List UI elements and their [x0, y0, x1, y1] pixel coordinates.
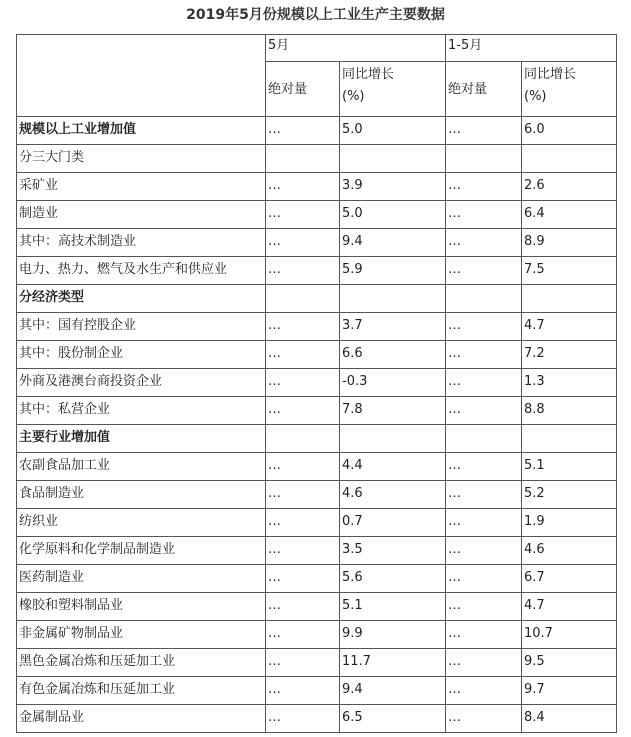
table-row [17, 229, 617, 257]
yoy-growth-ytd-cell: 4.7 [522, 593, 617, 621]
absolute-may-cell: … [266, 705, 340, 733]
absolute-may-cell: … [266, 453, 340, 481]
table-row [17, 397, 617, 425]
row-label-cell: 电力、热力、燃气及水生产和供应业 [17, 257, 266, 285]
yoy-growth-ytd-cell: 6.0 [522, 117, 617, 145]
yoy-growth-ytd-cell: 4.6 [522, 537, 617, 565]
yoy-growth-may-cell: 6.6 [340, 341, 446, 369]
absolute-ytd-cell: … [446, 621, 522, 649]
table-row [17, 425, 617, 453]
header-absolute-may-label: 绝对量 [268, 82, 308, 97]
absolute-may-cell [266, 425, 340, 453]
yoy-growth-ytd-cell: 7.2 [522, 341, 617, 369]
row-label-cell: 橡胶和塑料制品业 [17, 593, 266, 621]
data-table [16, 34, 617, 733]
row-label-cell: 有色金属冶炼和压延加工业 [17, 677, 266, 705]
absolute-ytd-cell: … [446, 257, 522, 285]
row-label-cell: 医药制造业 [17, 565, 266, 593]
absolute-ytd-cell: … [446, 593, 522, 621]
table-row [17, 285, 617, 313]
header-absolute-may [266, 62, 340, 117]
absolute-ytd-cell: … [446, 117, 522, 145]
absolute-may-cell: … [266, 677, 340, 705]
absolute-may-cell [266, 145, 340, 173]
table-row [17, 313, 617, 341]
absolute-may-cell: … [266, 257, 340, 285]
header-corner-cell [17, 35, 266, 117]
absolute-may-cell: … [266, 565, 340, 593]
absolute-ytd-cell: … [446, 173, 522, 201]
header-yoy-may-line1: 同比增长 [342, 67, 395, 82]
absolute-ytd-cell: … [446, 341, 522, 369]
absolute-may-cell: … [266, 397, 340, 425]
yoy-growth-ytd-cell [522, 145, 617, 173]
yoy-growth-may-cell: 3.5 [340, 537, 446, 565]
yoy-growth-may-cell: 9.4 [340, 229, 446, 257]
row-label-cell: 农副食品加工业 [17, 453, 266, 481]
absolute-ytd-cell [446, 285, 522, 313]
absolute-may-cell: … [266, 369, 340, 397]
table-row [17, 565, 617, 593]
table-row [17, 145, 617, 173]
yoy-growth-ytd-cell: 5.1 [522, 453, 617, 481]
table-row [17, 593, 617, 621]
yoy-growth-may-cell: 5.0 [340, 201, 446, 229]
yoy-growth-ytd-cell: 8.4 [522, 705, 617, 733]
absolute-may-cell: … [266, 621, 340, 649]
absolute-ytd-cell: … [446, 229, 522, 257]
table-row [17, 117, 617, 145]
row-label-cell: 其中：高技术制造业 [17, 229, 266, 257]
absolute-ytd-cell: … [446, 509, 522, 537]
yoy-growth-may-cell: 5.6 [340, 565, 446, 593]
table-row [17, 677, 617, 705]
yoy-growth-may-cell: 0.7 [340, 509, 446, 537]
absolute-ytd-cell [446, 425, 522, 453]
yoy-growth-may-cell: -0.3 [340, 369, 446, 397]
yoy-growth-may-cell: 3.9 [340, 173, 446, 201]
row-label-cell: 采矿业 [17, 173, 266, 201]
table-row [17, 341, 617, 369]
yoy-growth-ytd-cell [522, 425, 617, 453]
yoy-growth-ytd-cell [522, 285, 617, 313]
yoy-growth-may-cell: 5.9 [340, 257, 446, 285]
yoy-growth-ytd-cell: 8.9 [522, 229, 617, 257]
yoy-growth-ytd-cell: 6.4 [522, 201, 617, 229]
header-yoy-ytd-line2: (%) [524, 89, 547, 104]
absolute-ytd-cell: … [446, 565, 522, 593]
table-row [17, 705, 617, 733]
absolute-may-cell: … [266, 593, 340, 621]
header-yoy-may [340, 62, 446, 117]
table-row [17, 201, 617, 229]
row-label-cell: 金属制品业 [17, 705, 266, 733]
absolute-ytd-cell: … [446, 313, 522, 341]
row-label-cell: 其中：私营企业 [17, 397, 266, 425]
yoy-growth-may-cell [340, 425, 446, 453]
table-row [17, 481, 617, 509]
row-label-cell: 非金属矿物制品业 [17, 621, 266, 649]
yoy-growth-ytd-cell: 5.2 [522, 481, 617, 509]
row-label-cell: 化学原料和化学制品制造业 [17, 537, 266, 565]
header-absolute-ytd [446, 62, 522, 117]
yoy-growth-ytd-cell: 7.5 [522, 257, 617, 285]
yoy-growth-may-cell [340, 145, 446, 173]
yoy-growth-may-cell: 9.9 [340, 621, 446, 649]
absolute-ytd-cell: … [446, 369, 522, 397]
yoy-growth-may-cell: 3.7 [340, 313, 446, 341]
header-yoy-may-line2: (%) [342, 89, 365, 104]
table-row [17, 537, 617, 565]
absolute-ytd-cell: … [446, 677, 522, 705]
absolute-may-cell: … [266, 649, 340, 677]
yoy-growth-ytd-cell: 6.7 [522, 565, 617, 593]
absolute-ytd-cell: … [446, 649, 522, 677]
absolute-may-cell: … [266, 173, 340, 201]
absolute-ytd-cell: … [446, 397, 522, 425]
absolute-may-cell: … [266, 481, 340, 509]
header-row-periods [17, 35, 617, 62]
row-label-cell: 食品制造业 [17, 481, 266, 509]
yoy-growth-may-cell: 4.6 [340, 481, 446, 509]
absolute-ytd-cell: … [446, 481, 522, 509]
yoy-growth-may-cell: 11.7 [340, 649, 446, 677]
row-label-cell: 分三大门类 [17, 145, 266, 173]
yoy-growth-ytd-cell: 1.9 [522, 509, 617, 537]
header-yoy-ytd-line1: 同比增长 [524, 67, 577, 82]
absolute-ytd-cell: … [446, 705, 522, 733]
yoy-growth-ytd-cell: 8.8 [522, 397, 617, 425]
table-row [17, 509, 617, 537]
yoy-growth-may-cell: 7.8 [340, 397, 446, 425]
row-label-cell: 其中：股份制企业 [17, 341, 266, 369]
header-yoy-ytd [522, 62, 617, 117]
table-row [17, 621, 617, 649]
row-label-cell: 制造业 [17, 201, 266, 229]
table-row [17, 649, 617, 677]
page-title: 2019年5月份规模以上工业生产主要数据 [186, 7, 445, 23]
table-body [17, 117, 617, 733]
yoy-growth-ytd-cell: 2.6 [522, 173, 617, 201]
row-label-cell: 主要行业增加值 [17, 425, 266, 453]
header-period-jan-may: 1-5月 [446, 35, 617, 62]
yoy-growth-may-cell: 4.4 [340, 453, 446, 481]
absolute-may-cell: … [266, 117, 340, 145]
yoy-growth-ytd-cell: 9.7 [522, 677, 617, 705]
absolute-may-cell: … [266, 341, 340, 369]
absolute-may-cell: … [266, 229, 340, 257]
yoy-growth-may-cell: 6.5 [340, 705, 446, 733]
absolute-ytd-cell: … [446, 453, 522, 481]
absolute-ytd-cell [446, 145, 522, 173]
absolute-may-cell: … [266, 313, 340, 341]
row-label-cell: 规模以上工业增加值 [17, 117, 266, 145]
row-label-cell: 黑色金属冶炼和压延加工业 [17, 649, 266, 677]
absolute-may-cell [266, 285, 340, 313]
yoy-growth-ytd-cell: 9.5 [522, 649, 617, 677]
absolute-may-cell: … [266, 201, 340, 229]
header-period-may: 5月 [266, 35, 446, 62]
absolute-ytd-cell: … [446, 537, 522, 565]
header-absolute-ytd-label: 绝对量 [448, 82, 488, 97]
table-row [17, 257, 617, 285]
absolute-may-cell: … [266, 509, 340, 537]
row-label-cell: 纺织业 [17, 509, 266, 537]
row-label-cell: 外商及港澳台商投资企业 [17, 369, 266, 397]
table-row [17, 173, 617, 201]
yoy-growth-may-cell [340, 285, 446, 313]
table-row [17, 369, 617, 397]
yoy-growth-may-cell: 9.4 [340, 677, 446, 705]
yoy-growth-ytd-cell: 10.7 [522, 621, 617, 649]
yoy-growth-may-cell: 5.0 [340, 117, 446, 145]
yoy-growth-ytd-cell: 4.7 [522, 313, 617, 341]
absolute-ytd-cell: … [446, 201, 522, 229]
yoy-growth-ytd-cell: 1.3 [522, 369, 617, 397]
table-row [17, 453, 617, 481]
absolute-may-cell: … [266, 537, 340, 565]
row-label-cell: 其中：国有控股企业 [17, 313, 266, 341]
yoy-growth-may-cell: 5.1 [340, 593, 446, 621]
row-label-cell: 分经济类型 [17, 285, 266, 313]
